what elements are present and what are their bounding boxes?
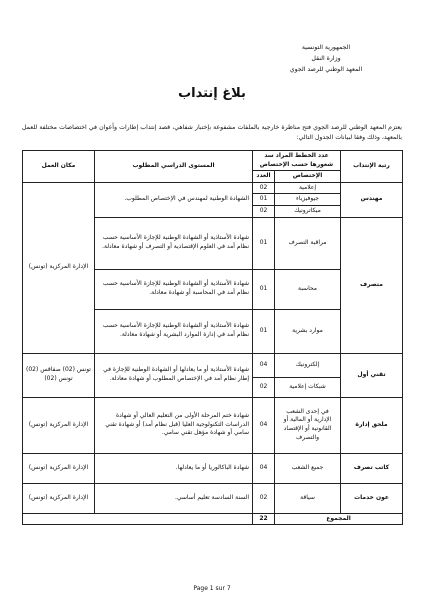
rank-first-tech: تقني أول bbox=[341, 353, 403, 397]
place-cell: الإدارة المركزية (تونس) bbox=[23, 397, 95, 453]
specialty-cell: مراقبة التصرف bbox=[275, 217, 341, 269]
table-row bbox=[23, 182, 403, 194]
level-cell: الشهادة الوطنية لمهندس في الإختصاص المطلوب. bbox=[95, 182, 253, 217]
total-label: المجموع bbox=[275, 513, 403, 525]
place-cell: الإدارة المركزية (تونس) bbox=[23, 483, 95, 513]
specialty-cell: إلكترونيك bbox=[275, 353, 341, 377]
count-cell: 04 bbox=[253, 453, 275, 483]
level-cell: شهادة الأستاذية أو ما يعادلها أو الشهادة الوطنية للإجازة في إطار نظام أمد في الإختصاص المطلوب أو شهادة معادلة. bbox=[95, 353, 253, 397]
header-planned: عدد الخطط المراد سد شغورها حسب الإختصاص bbox=[253, 151, 341, 171]
intro-paragraph: يعتزم المعهد الوطني للرصد الجوي فتح مناظرة خارجية بالملفات مشفوعة بإختبار شفاهي، قصد إنتداب إطارات وأعوان في اختصاصات مختلفة للعمل بالمعهد، وذلك وفقا لبيانات الجدول التالي: bbox=[22, 124, 402, 141]
count-cell: 01 bbox=[253, 269, 275, 309]
rank-manager: متصرف bbox=[341, 217, 403, 353]
specialty-cell: إعلامية bbox=[275, 182, 341, 194]
specialty-cell: في إحدى الشعب الإدارية أو المالية أو القانونية أو الإقتصاد والتصرف bbox=[275, 397, 341, 453]
specialty-cell: جيوفيزياء bbox=[275, 194, 341, 206]
letterhead-republic: الجمهورية التونسية bbox=[301, 44, 351, 51]
place-cell: الإدارة المركزية (تونس) bbox=[23, 182, 95, 353]
count-cell: 02 bbox=[253, 377, 275, 397]
count-cell: 02 bbox=[253, 205, 275, 217]
header-specialty: الإختصاص bbox=[275, 171, 341, 183]
recruitment-table bbox=[22, 150, 403, 525]
place-cell: الإدارة المركزية (تونس) bbox=[23, 453, 95, 483]
specialty-cell: موارد بشرية bbox=[275, 309, 341, 353]
specialty-cell: سياقة bbox=[275, 483, 341, 513]
place-cell: تونس (02) صفاقس (02) تونس (02) bbox=[23, 353, 95, 397]
count-cell: 04 bbox=[253, 397, 275, 453]
level-cell: السنة السادسة تعليم أساسي. bbox=[95, 483, 253, 513]
specialty-cell: ميكاترونيك bbox=[275, 205, 341, 217]
total-value: 22 bbox=[253, 513, 275, 525]
count-cell: 04 bbox=[253, 353, 275, 377]
rank-engineer: مهندس bbox=[341, 182, 403, 217]
specialty-cell: محاسبة bbox=[275, 269, 341, 309]
header-place: مكان العمل bbox=[23, 151, 95, 183]
level-cell: شهادة الباكالوريا أو ما يعادلها. bbox=[95, 453, 253, 483]
specialty-cell: جميع الشعب bbox=[275, 453, 341, 483]
count-cell: 01 bbox=[253, 309, 275, 353]
table-row bbox=[23, 353, 403, 377]
rank-service: عون خدمات bbox=[341, 483, 403, 513]
specialty-cell: شبكات إعلامية bbox=[275, 377, 341, 397]
header-count: العدد bbox=[253, 171, 275, 183]
table-header-row bbox=[23, 151, 403, 171]
total-empty bbox=[23, 513, 253, 525]
letterhead-institute: المعهد الوطني للرصد الجوي bbox=[289, 66, 363, 73]
table-row bbox=[23, 483, 403, 513]
level-cell: شهادة الأستاذية أو الشهادة الوطنية للإجازة الأساسية حسب نظام أمد في إدارة الموارد البشرية أو شهادة معادلة. bbox=[95, 309, 253, 353]
table-total-row bbox=[23, 513, 403, 525]
page-number: Page 1 sur 7 bbox=[193, 585, 231, 592]
rank-clerk: كاتب تصرف bbox=[341, 453, 403, 483]
letterhead-ministry: وزارة النقل bbox=[311, 55, 341, 62]
letterhead bbox=[256, 42, 396, 75]
count-cell: 01 bbox=[253, 194, 275, 206]
level-cell: شهادة ختم المرحلة الأولى من التعليم العالي أو شهادة الدراسات التكنولوجية العليا (قبل نظام أمد) أو شهادة تقني سامي أو شهادة مؤهل تقني سامي. bbox=[95, 397, 253, 453]
header-rank: رتبة الإنتداب bbox=[341, 151, 403, 183]
level-cell: شهادة الأستاذية أو الشهادة الوطنية للإجازة الأساسية حسب نظام أمد في المحاسبة أو شهادة معادلة. bbox=[95, 269, 253, 309]
count-cell: 02 bbox=[253, 182, 275, 194]
table-row bbox=[23, 453, 403, 483]
count-cell: 02 bbox=[253, 483, 275, 513]
header-level: المستوى الدراسي المطلوب bbox=[95, 151, 253, 183]
rank-attache: ملحق إدارة bbox=[341, 397, 403, 453]
count-cell: 01 bbox=[253, 217, 275, 269]
page-title: بلاغ إنتداب bbox=[178, 86, 246, 101]
table-row bbox=[23, 397, 403, 453]
level-cell: شهادة الأستاذية أو الشهادة الوطنية للإجازة الأساسية حسب نظام أمد في العلوم الإقتصادية أو التصرف أو شهادة معادلة. bbox=[95, 217, 253, 269]
